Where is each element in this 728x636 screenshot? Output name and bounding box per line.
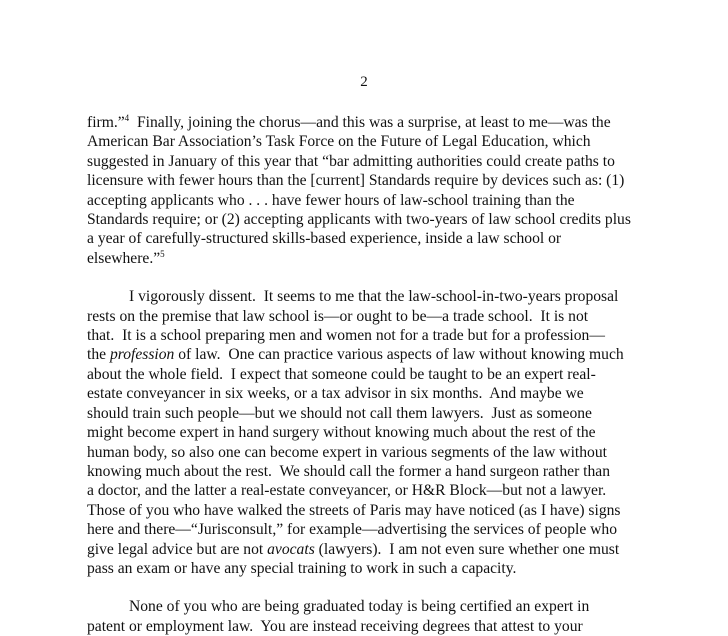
text-run: give legal advice but are not [87, 540, 268, 558]
paragraph [87, 597, 647, 636]
italic-text: avocats [267, 540, 315, 558]
text-line [87, 462, 647, 481]
text-line [87, 132, 647, 151]
text-line [87, 152, 647, 171]
text-line [87, 540, 647, 559]
text-run: that. It is a school preparing men and women not for a trade but for a profession— [87, 327, 605, 345]
paragraph-gap [87, 268, 647, 287]
text-line [87, 501, 647, 520]
text-run: the [87, 346, 110, 364]
text-run: elsewhere.” [87, 249, 161, 267]
text-run: (lawyers). I am not even sure whether one must [314, 540, 620, 558]
text-run: American Bar Association’s Task Force on the Future of Legal Education, which [87, 133, 591, 151]
text-run: Those of you who have walked the streets of Paris may have noticed (as I have) signs [87, 501, 621, 519]
text-line [87, 481, 647, 500]
text-line [87, 249, 647, 268]
text-run: here and there—“Jurisconsult,” for example—advertising the services of people who [87, 521, 618, 539]
text-line [87, 191, 647, 210]
text-line [87, 404, 647, 423]
text-line [87, 443, 647, 462]
text-run: a doctor, and the latter a real-estate conveyancer, or H&R Block—but not a lawyer. [87, 482, 607, 500]
text-run: about the whole field. I expect that someone could be taught to be an expert real- [87, 365, 596, 383]
text-line [87, 384, 647, 403]
text-run: a year of carefully-structured skills-based experience, inside a law school or [87, 230, 562, 248]
text-run: None of you who are being graduated today is being certified an expert in [129, 598, 590, 616]
text-line [87, 307, 647, 326]
text-line [87, 326, 647, 345]
paragraph [87, 113, 647, 268]
text-line [87, 113, 647, 132]
text-run: I vigorously dissent. It seems to me that the law-school-in-two-years proposal [129, 288, 619, 306]
text-run: might become expert in hand surgery without knowing much about the rest of the [87, 424, 596, 442]
footnote-marker[interactable]: 4 [124, 112, 130, 123]
text-run: suggested in January of this year that “bar admitting authorities could create paths to [87, 152, 615, 170]
text-line [87, 171, 647, 190]
text-run: Finally, joining the chorus—and this was a surprise, at least to me—was the [129, 114, 611, 131]
text-run: pass an exam or have any special training to work in such a capacity. [87, 559, 517, 577]
text-line [87, 365, 647, 384]
text-line [87, 520, 647, 539]
text-run: knowing much about the rest. We should call the former a hand surgeon rather than [87, 462, 611, 480]
footnote-marker[interactable]: 5 [160, 248, 165, 259]
text-run: estate conveyancer in six weeks, or a tax advisor in six months. And maybe we [87, 385, 584, 403]
text-run: Standards require; or (2) accepting applicants with two-years of law school credits plus [87, 211, 631, 229]
text-run: accepting applicants who . . . have fewer hours of law-school training than the [87, 191, 575, 209]
text-line [87, 559, 647, 578]
text-line [87, 423, 647, 442]
text-run: should train such people—but we should not call them lawyers. Just as someone [87, 404, 592, 422]
text-line [87, 597, 647, 616]
text-line [87, 287, 647, 306]
text-run: firm.” [87, 114, 125, 131]
paragraph-gap [87, 578, 647, 597]
text-run: licensure with fewer hours than the [current] Standards require by devices such as: (1) [87, 172, 625, 190]
italic-text: profession [109, 346, 175, 364]
text-run: patent or employment law. You are instead receiving degrees that attest to your [87, 617, 583, 635]
text-run: rests on the premise that law school is—or ought to be—a trade school. It is not [87, 307, 589, 325]
text-line [87, 229, 647, 248]
paragraph [87, 287, 647, 578]
text-line [87, 345, 647, 364]
text-line [87, 617, 647, 636]
body-text [87, 113, 647, 636]
text-line [87, 210, 647, 229]
text-run: of law. One can practice various aspects of law without knowing much [174, 346, 624, 364]
page-number: 2 [360, 74, 368, 90]
text-run: human body, so also one can become expert in various segments of the law without [87, 443, 607, 461]
